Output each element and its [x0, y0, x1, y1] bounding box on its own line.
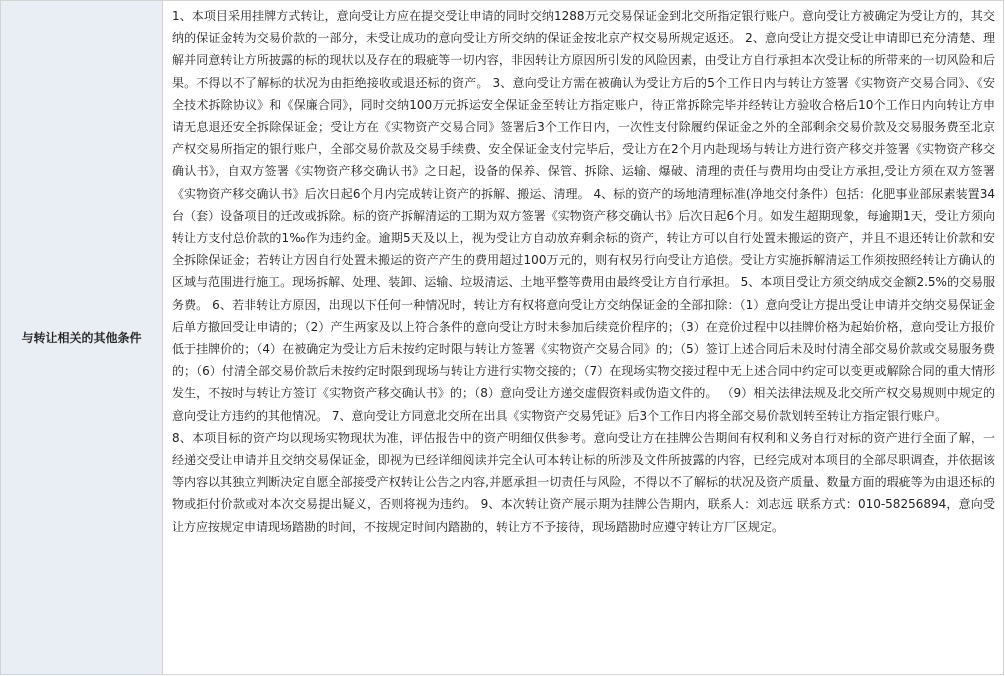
- conditions-paragraph-1: 1、本项目采用挂牌方式转让，意向受让方应在提交受让申请的同时交纳1288万元交易保证金到北交所指定银行账户。意向受让方被确定为受让方的，其交纳的保证金转为交易价款的一部分，未受让成功的意向受让方所交纳的保证金按北京产权交易所规定返还。 2、意向受让方提交受让申请即已充分清楚、理解并同意转让方所披露的标的现状以及存在的瑕疵等一切内容，非因转让方原因所引发的风险因素，由受让方自行承担本次受让标的所带来的一切风险和后果。不得以不了解标的状况为由拒绝接收或退还标的资产。 3、意向受让方需在被确认为受让方后的5个工作日内与转让方签署《实物资产交易合同》、《安全技术拆除协议》和《保廉合同》，同时交纳100万元拆运安全保证金至转让方指定账户，待正常拆除完毕并经转让方验收合格后10个工作日内向转让方申请无息退还安全拆除保证金；受让方在《实物资产交易合同》签署后3个工作日内，一次性支付除履约保证金之外的全部剩余交易价款及交易服务费至北京产权交易所指定的银行账户，全部交易价款及交易手续费、安全保证金支付完毕后，受让方在2个月内赴现场与转让方进行资产移交并签署《实物资产移交确认书》，自双方签署《实物资产移交确认书》之日起，设备的保养、保管、拆除、运输、爆破、清理的责任与费用均由受让方承担,受让方须在双方签署《实物资产移交确认书》后次日起6个月内完成转让资产的拆解、搬运、清理。 4、标的资产的场地清理标准(净地交付条件）包括：化肥事业部尿素装置34台（套）设备项目的迁改或拆除。标的资产拆解清运的工期为双方签署《实物资产移交确认书》后次日起6个月。如发生超期现象，每逾期1天，受让方须向转让方支付总价款的1‰作为违约金。逾期5天及以上，视为受让方自动放弃剩余标的资产，转让方可以自行处置未搬运的资产，并且不退还转让价款和安全拆除保证金；若转让方因自行处置未搬运的资产产生的费用超过100万元的，则有权另行向受让方追偿。受让方实施拆解清运工作须按照经转让方确认的区域与范围进行施工。现场拆解、处理、装卸、运输、垃圾清运、土地平整等费用由最终受让方自行承担。 5、本项目受让方须交纳成交金额2.5%的交易服务费。 6、若非转让方原因，出现以下任何一种情况时，转让方有权将意向受让方交纳保证金的全部扣除：（1）意向受让方提出受让申请并交纳交易保证金后单方撤回受让申请的；（2）产生两家及以上符合条件的意向受让方时未参加后续竞价程序的；（3）在竞价过程中以挂牌价格为起始价格，意向受让方报价低于挂牌价的；（4）在被确定为受让方后未按约定时限与转让方签署《实物资产交易合同》的；（5）签订上述合同后未及时付清全部交易价款或交易服务费的；（6）付清全部交易价款后未按约定时限到现场与转让方进行实物交接的；（7）在现场实物交接过程中无上述合同中约定可以变更或解除合同的重大情形发生，不按时与转让方签订《实物资产移交确认书》的；（8）意向受让方递交虚假资料或伪造文件的。 （9）相关法律法规及北交所产权交易规则中规定的意向受让方违约的其他情况。 7、意向受让方同意北交所在出具《实物资产交易凭证》后3个工作日内将全部交易价款划转至转让方指定银行账户。: [172, 9, 995, 423]
- conditions-content: [163, 1, 1004, 675]
- row-label: 与转让相关的其他条件: [1, 1, 163, 675]
- table-row: [1, 1, 1004, 675]
- conditions-paragraph-2: 8、本项目标的资产均以现场实物现状为准，评估报告中的资产明细仅供参考。意向受让方在挂牌公告期间有权利和义务自行对标的资产进行全面了解，一经递交受让申请并且交纳交易保证金，即视为已经详细阅读并完全认可本转让标的所涉及文件所披露的内容，已经完成对本项目的全部尽职调查，并依据该等内容以其独立判断决定自愿全部接受产权转让公告之内容,并愿承担一切责任与风险，不得以不了解标的状况及资产质量、数量方面的瑕疵等为由退还标的物或拒付价款或对本次交易提出疑义，否则将视为违约。 9、本次转让资产展示期为挂牌公告期内，联系人：刘志远 联系方式：010-58256894，意向受让方应按规定申请现场踏勘的时间，不按规定时间内踏勘的，转让方不予接待，现场踏勘时应遵守转让方厂区规定。: [172, 430, 995, 534]
